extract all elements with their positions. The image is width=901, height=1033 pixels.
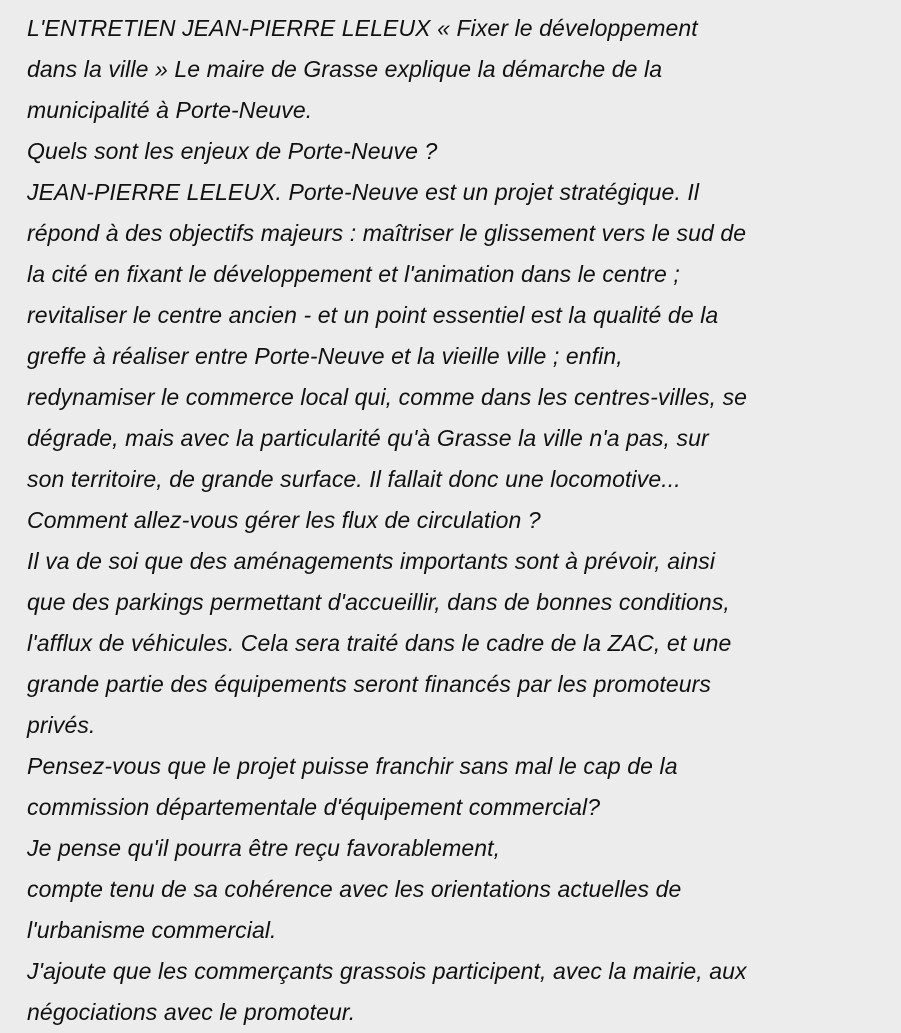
answer-1-line-4: revitaliser le centre ancien - et un point essentiel est la qualité de la <box>27 302 719 328</box>
answer-2-line-4: grande partie des équipements seront financés par les promoteurs <box>27 671 712 697</box>
question-3-line-2: commission départementale d'équipement commercial? <box>27 794 601 820</box>
article-text <box>27 8 887 1033</box>
answer-3-line-3: l'urbanisme commercial. <box>27 917 277 943</box>
answer-2-line-1: Il va de soi que des aménagements importants sont à prévoir, ainsi <box>27 548 716 574</box>
answer-1-line-2: répond à des objectifs majeurs : maîtriser le glissement vers le sud de <box>27 220 747 246</box>
answer-3-line-4: J'ajoute que les commerçants grassois participent, avec la mairie, aux <box>27 958 747 984</box>
answer-1-line-5: greffe à réaliser entre Porte-Neuve et la vieille ville ; enfin, <box>27 343 623 369</box>
answer-1-line-6: redynamiser le commerce local qui, comme dans les centres-villes, se <box>27 384 748 410</box>
answer-3-line-1: Je pense qu'il pourra être reçu favorablement, <box>27 835 501 861</box>
answer-2-line-2: que des parkings permettant d'accueillir, dans de bonnes conditions, <box>27 589 730 615</box>
headline-line-1: L'ENTRETIEN JEAN-PIERRE LELEUX « Fixer le développement <box>27 15 698 41</box>
question-1: Quels sont les enjeux de Porte-Neuve ? <box>27 138 438 164</box>
question-3-line-1: Pensez-vous que le projet puisse franchir sans mal le cap de la <box>27 753 678 779</box>
headline-line-3: municipalité à Porte-Neuve. <box>27 97 313 123</box>
answer-1-line-8: son territoire, de grande surface. Il fallait donc une locomotive... <box>27 466 681 492</box>
answer-2-line-5: privés. <box>27 712 96 738</box>
headline-line-2: dans la ville » Le maire de Grasse explique la démarche de la <box>27 56 663 82</box>
answer-1-line-3: la cité en fixant le développement et l'animation dans le centre ; <box>27 261 680 287</box>
answer-1-line-1: JEAN-PIERRE LELEUX. Porte-Neuve est un projet stratégique. Il <box>27 179 700 205</box>
answer-2-line-3: l'afflux de véhicules. Cela sera traité dans le cadre de la ZAC, et une <box>27 630 732 656</box>
answer-1-line-7: dégrade, mais avec la particularité qu'à Grasse la ville n'a pas, sur <box>27 425 709 451</box>
question-2: Comment allez-vous gérer les flux de circulation ? <box>27 507 541 533</box>
answer-3-line-5: négociations avec le promoteur. <box>27 999 356 1025</box>
answer-3-line-2: compte tenu de sa cohérence avec les orientations actuelles de <box>27 876 682 902</box>
